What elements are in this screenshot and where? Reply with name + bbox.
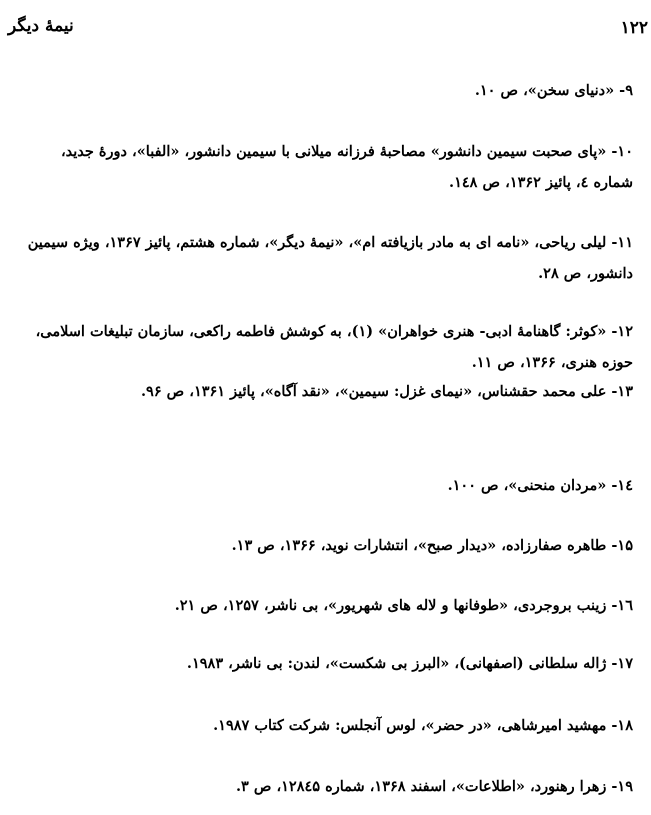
running-title: نیمهٔ دیگر xyxy=(8,16,74,36)
footnote-15: ۱۵- طاهره صفارزاده، «دیدار صبح»، انتشارات نوید، ۱۳۶۶، ص ۱۳. xyxy=(231,537,633,554)
footnote-17: ۱۷- ژاله سلطانی (اصفهانی)، «البرز بی شکست»، لندن: بی ناشر، ۱۹۸۳. xyxy=(186,655,633,672)
footnote-18: ۱۸- مهشید امیرشاهی، «در حضر»، لوس آنجلس: شرکت کتاب ۱۹۸۷. xyxy=(213,717,633,734)
footnote-14: ۱٤- «مردان منحنی»، ص ۱۰۰. xyxy=(447,477,633,494)
page-number: ۱۲۲ xyxy=(620,18,648,38)
footnote-10: ۱۰- «پای صحبت سیمین دانشور» مصاحبهٔ فرزانه میلانی با سیمین دانشور، «الفبا»، دورهٔ جدید، شماره ٤، پائیز ۱۳۶۲، ص ۱٤۸. xyxy=(60,143,633,191)
footnote-11: ۱۱- لیلی ریاحی، «نامه ای به مادر بازیافته ام»، «نیمهٔ دیگر»، شماره هشتم، پائیز ۱۳۶۷، ویژه سیمین دانشور، ص ۲۸. xyxy=(27,234,633,282)
footnote-9: ۹- «دنیای سخن»، ص ۱۰. xyxy=(474,82,633,99)
footnote-12: ۱۲- «کوثر: گاهنامهٔ ادبی- هنری خواهران» (۱)، به کوشش فاطمه راکعی، سازمان تبلیغات اسلامی، حوزه هنری، ۱۳۶۶، ص ۱۱. xyxy=(35,323,633,371)
footnote-19: ۱۹- زهرا رهنورد، «اطلاعات»، اسفند ۱۳۶۸، شماره ۱۲۸٤۵، ص ۳. xyxy=(235,778,633,795)
footnote-16: ۱٦- زینب بروجردی، «طوفانها و لاله های شهریور»، بی ناشر، ۱۲۵۷، ص ۲۱. xyxy=(174,597,633,614)
footnote-13: ۱۳- علی محمد حقشناس، «نیمای غزل: سیمین»، «نقد آگاه»، پائیز ۱۳۶۱، ص ۹۶. xyxy=(140,383,633,400)
